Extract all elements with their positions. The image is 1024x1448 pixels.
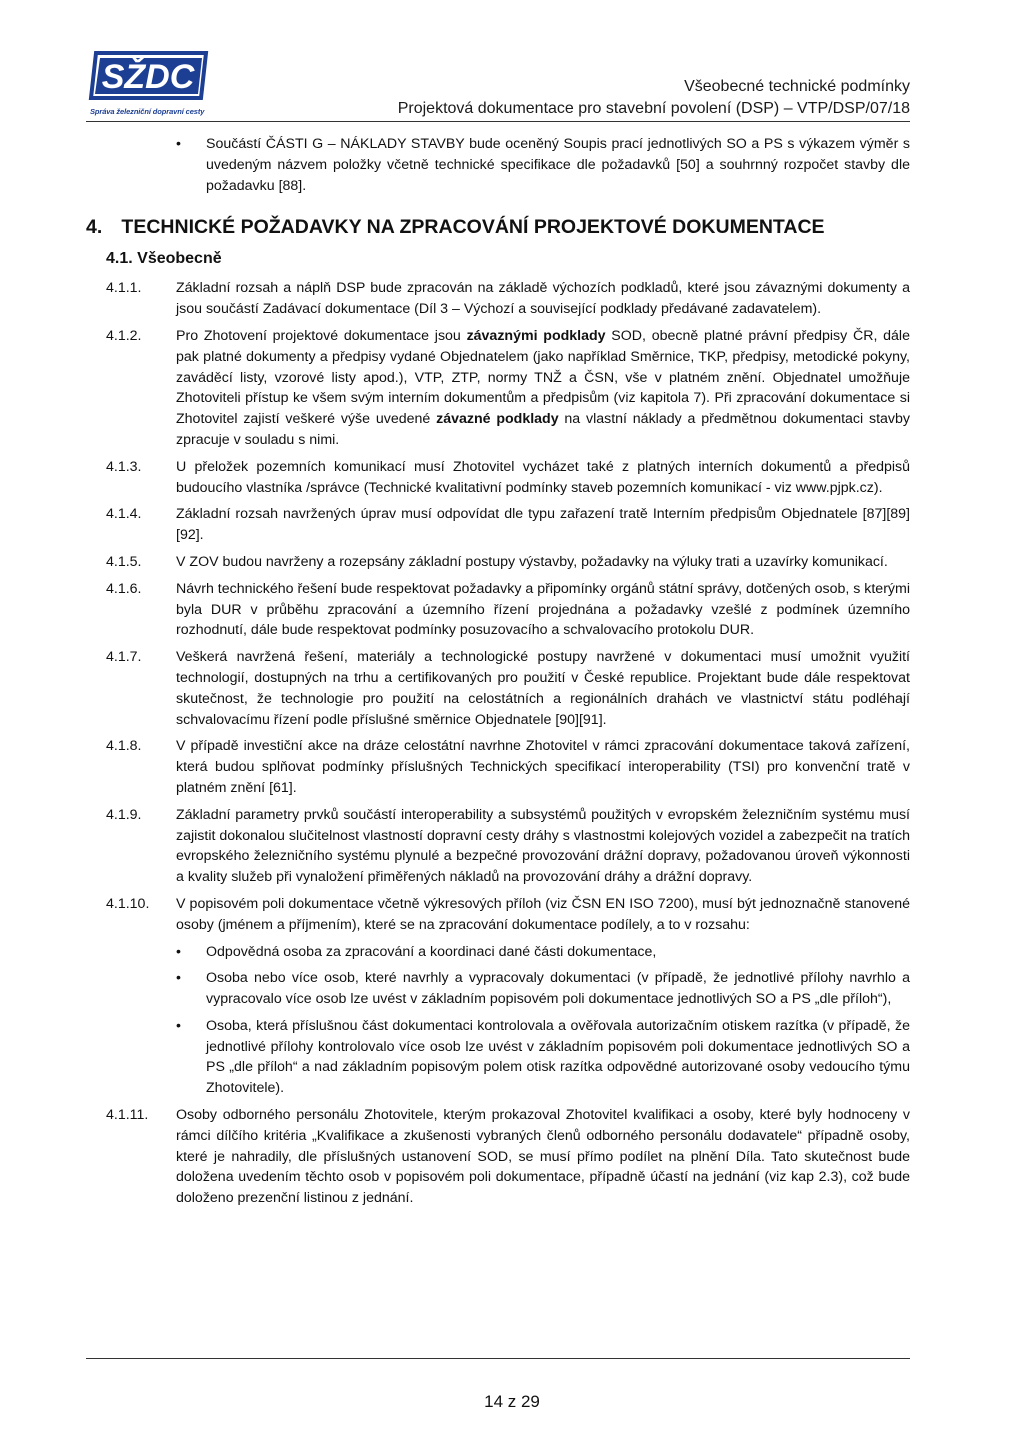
bullet-icon: • bbox=[176, 943, 181, 960]
paragraph-text-start: Pro Zhotovení projektové dokumentace jsou bbox=[176, 327, 467, 344]
list-item bbox=[86, 1016, 910, 1099]
paragraph-4-1-7 bbox=[86, 647, 910, 730]
paragraph-text: V případě investiční akce na dráze celostátní navrhne Zhotovitel v rámci zpracování dokumentace taková zařízení, která budou splňovat podmínky příslušných Technických specifikací interoperability (TSI) pro konvenční tratě v platném znění [61]. bbox=[176, 738, 910, 796]
paragraph-number: 4.1.8. bbox=[106, 738, 142, 755]
paragraph-number: 4.1.7. bbox=[106, 649, 142, 666]
szdc-logo-mark bbox=[86, 50, 211, 108]
bullet-icon: • bbox=[176, 970, 181, 987]
section-heading bbox=[86, 214, 910, 240]
list-item bbox=[86, 942, 910, 963]
paragraph-text-middle: SOD, obecně platné právní předpisy ČR, dále pak platné dokumenty a předpisy vydané Objednatelem (jako například Směrnice, TKP, předpisy, metodické pokyny, zaváděcí listy, vzorové listy apod.), VTP, ZTP, normy TNŽ a ČSN, vše v platném znění. Objednatel umožňuje Zhotoviteli přístup ke všem svým interním dokumentům a předpisům (viz kapitola 7). Při zpracování dokumentace si Zhotovitel zajistí veškeré výše uvedené bbox=[176, 327, 910, 428]
paragraph-4-1-3 bbox=[86, 457, 910, 499]
paragraph-number: 4.1.4. bbox=[106, 506, 142, 523]
header-titles bbox=[398, 76, 910, 120]
paragraph-text: Základní rozsah a náplň DSP bude zpracován na základě výchozích podkladů, které jsou závaznými dokumenty a jsou součástí Zadávací dokumentace (Díl 3 – Výchozí a související podklady předávané zadavatelem). bbox=[176, 280, 910, 318]
paragraph-text: Osoby odborného personálu Zhotovitele, kterým prokazoval Zhotovitel kvalifikaci a osoby, které byly hodnoceny v rámci dílčího kritéria „Kvalifikace a zkušenosti vybraných členů odborného personálu dodavatele“ případně osoby, které je nahradily, dle příslušných ustanovení SOD, se musí přímo podílet na plnění Díla. Tato skutečnost bude doložena uvedením těchto osob v popisovém poli dokumentace, případně účastí na jednání (viz kap 2.3), což bude doloženo prezenční listinou z jednání. bbox=[176, 1107, 910, 1207]
page-content bbox=[86, 134, 910, 1215]
header-document-title: Projektová dokumentace pro stavební povolení (DSP) – VTP/DSP/07/18 bbox=[397, 100, 910, 117]
subsection-number: 4.1. bbox=[106, 250, 133, 268]
paragraph-4-1-2 bbox=[86, 326, 910, 451]
header-divider bbox=[86, 121, 910, 122]
list-item-text: Odpovědná osoba za zpracování a koordinaci dané části dokumentace, bbox=[206, 943, 657, 960]
paragraph-text: V ZOV budou navrženy a rozepsány základní postupy výstavby, požadavky na výluky trati a uzavírky komunikací. bbox=[176, 553, 888, 570]
section-number: 4. bbox=[86, 216, 103, 239]
logo-caption: Správa železniční dopravní cesty bbox=[90, 107, 205, 116]
bold-term: závazné podklady bbox=[436, 411, 559, 428]
list-item-text: Osoba nebo více osob, které navrhly a vypracovaly dokumentaci (v případě, že jednotlivé přílohy navrhlo a vypracovalo více osob lze uvést v základním popisovém poli dokumentace jednotlivých SO a PS „dle příloh“), bbox=[206, 970, 910, 1008]
header-document-type: Všeobecné technické podmínky bbox=[684, 78, 910, 95]
paragraph-4-1-8 bbox=[86, 736, 910, 798]
paragraph-text: U přeložek pozemních komunikací musí Zhotovitel vycházet také z platných interních dokumentů a předpisů budoucího vlastníka /správce (Technické kvalitativní podmínky staveb pozemních komunikací - viz www.pjpk.cz). bbox=[176, 458, 910, 496]
paragraph-4-1-9 bbox=[86, 805, 910, 888]
bullet-icon: • bbox=[176, 136, 181, 152]
paragraph-text: V popisovém poli dokumentace včetně výkresových příloh (viz ČSN EN ISO 7200), musí být jednoznačně stanovené osoby (jménem a příjmením), které se na zpracování dokumentace podílely, a to v rozsahu: bbox=[176, 895, 910, 933]
paragraph-4-1-6 bbox=[86, 579, 910, 641]
paragraph-4-1-5 bbox=[86, 552, 910, 573]
paragraph-number: 4.1.2. bbox=[106, 327, 142, 344]
paragraph-4-1-11 bbox=[86, 1105, 910, 1209]
paragraph-text: Veškerá navržená řešení, materiály a technologické postupy navržené v dokumentaci musí umožnit využití technologií, dostupných na trhu a certifikovaných pro použití v České republice. Projektant bude dále respektovat skutečnost, že technologie pro použití na celostátních a regionálních drahách ve vlastnictví státu podléhají schvalovacímu řízení podle příslušné směrnice Objednatele [90][91]. bbox=[176, 649, 910, 728]
subsection-title: Všeobecně bbox=[137, 250, 222, 268]
szdc-logo bbox=[86, 50, 211, 120]
paragraph-number: 4.1.11. bbox=[106, 1107, 149, 1124]
page-number: 14 z 29 bbox=[484, 1392, 540, 1411]
paragraph-number: 4.1.9. bbox=[106, 806, 142, 823]
paragraph-number: 4.1.6. bbox=[106, 580, 142, 597]
list-item bbox=[86, 968, 910, 1010]
paragraph-text bbox=[176, 328, 910, 448]
paragraph-number: 4.1.5. bbox=[106, 553, 142, 570]
footer-divider bbox=[86, 1358, 910, 1359]
list-item bbox=[86, 134, 910, 196]
persons-list bbox=[86, 942, 910, 1100]
list-item-text: Součástí ČÁSTI G – NÁKLADY STAVBY bude oceněný Soupis prací jednotlivých SO a PS s výkazem výměr s uvedeným názvem položky včetně technické specifikace dle požadavků [50] a souhrnný rozpočet stavby dle požadavku [88]. bbox=[206, 136, 910, 194]
paragraph-number: 4.1.3. bbox=[106, 458, 142, 475]
paragraph-text: Návrh technického řešení bude respektovat požadavky a připomínky orgánů státní správy, dotčených osob, s kterými byla DUR v průběhu zpracování a územního řízení projednána a požadavky vzešlé z podmínek územního rozhodnutí, dále bude respektovat podmínky posuzovacího a schvalovacího protokolu DUR. bbox=[176, 580, 910, 639]
paragraph-4-1-1 bbox=[86, 278, 910, 320]
section-title: TECHNICKÉ POŽADAVKY NA ZPRACOVÁNÍ PROJEKTOVÉ DOKUMENTACE bbox=[121, 216, 825, 239]
paragraph-number: 4.1.1. bbox=[106, 280, 142, 297]
subsection-heading bbox=[106, 248, 910, 270]
bullet-icon: • bbox=[176, 1017, 181, 1034]
logo-lettering: SŽDC bbox=[101, 58, 195, 96]
paragraph-text: Základní rozsah navržených úprav musí odpovídat dle typu zařazení tratě Interním předpisům Objednatele [87][89][92]. bbox=[176, 506, 910, 544]
paragraph-text-end: na vlastní náklady a předmětnou dokumentaci stavby zpracuje v souladu s nimi. bbox=[176, 411, 910, 448]
bold-term: závaznými podklady bbox=[466, 327, 606, 344]
page-header bbox=[86, 50, 910, 122]
paragraph-number: 4.1.10. bbox=[106, 895, 150, 912]
paragraph-text: Základní parametry prvků součástí interoperability a subsystémů použitých v evropském železničním systému musí zajistit dokonalou slučitelnost vlastností dopravní cesty dráhy s vlastnostmi kolejových vozidel a zabezpečit na tratích evropského železničního systému plynulé a bezpečné provozování drážní dopravy, požadovanou úroveň výkonnosti a kvality služeb při vynaložení přiměřených nákladů na provozování dráhy a drážní dopravy. bbox=[176, 806, 910, 886]
paragraph-4-1-4 bbox=[86, 504, 910, 546]
paragraph-4-1-10 bbox=[86, 894, 910, 936]
list-item-text: Osoba, která příslušnou část dokumentaci kontrolovala a ověřovala autorizačním otiskem razítka (v případě, že jednotlivé přílohy kontrolovalo více osob lze uvést v základním popisovém poli dokumentace jednotlivých SO a PS „dle příloh“ a nad základním popisovým polem otisk razítka odpovědné autorizované osoby vedoucího týmu Zhotovitele). bbox=[206, 1017, 910, 1097]
